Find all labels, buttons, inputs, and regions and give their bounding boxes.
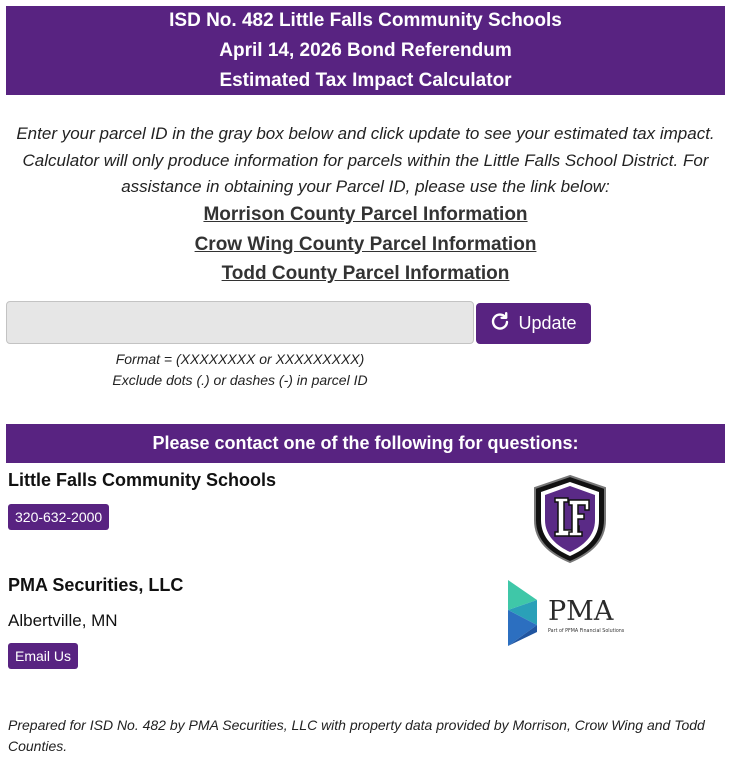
header-district: ISD No. 482 Little Falls Community Schools	[169, 10, 562, 31]
format-notes	[6, 349, 474, 391]
little-falls-logo	[531, 474, 609, 564]
update-button-label: Update	[518, 313, 577, 333]
morrison-county-link[interactable]: Morrison County Parcel Information	[203, 204, 528, 225]
format-hint: Format = (XXXXXXXX or XXXXXXXXX)	[115, 351, 365, 367]
contact-header: Please contact one of the following for questions:	[6, 424, 725, 463]
header-referendum: April 14, 2026 Bond Referendum	[219, 40, 512, 61]
update-button[interactable]	[476, 303, 591, 344]
refresh-icon	[490, 311, 510, 336]
lfcs-name: Little Falls Community Schools	[8, 470, 277, 490]
lfcs-phone-button[interactable]: 320-632-2000	[8, 504, 109, 530]
page-header	[6, 6, 725, 95]
parcel-links	[6, 200, 725, 289]
parcel-id-input[interactable]	[6, 301, 474, 344]
intro-instructions: Enter your parcel ID in the gray box below and click update to see your estimated tax impact. Calculator will only produce information for parcels within the Little Falls School District. For assistance in obtaining your Parcel ID, please use the link below:	[16, 124, 715, 196]
footer-note: Prepared for ISD No. 482 by PMA Securities, LLC with property data provided by Morrison, Crow Wing and Todd Counties.	[8, 717, 705, 754]
exclude-hint: Exclude dots (.) or dashes (-) in parcel ID	[112, 372, 368, 388]
header-calculator-title: Estimated Tax Impact Calculator	[219, 70, 512, 91]
todd-county-link[interactable]: Todd County Parcel Information	[221, 263, 510, 284]
pma-city: Albertville, MN	[8, 611, 118, 630]
crow-wing-county-link[interactable]: Crow Wing County Parcel Information	[194, 233, 537, 255]
pma-logo	[507, 580, 633, 646]
pma-name: PMA Securities, LLC	[8, 575, 184, 595]
pma-logo-subtitle: Part of PFMA Financial Solutions	[548, 629, 625, 634]
pma-logo-text: PMA	[548, 596, 614, 627]
email-us-button[interactable]: Email Us	[8, 643, 78, 669]
